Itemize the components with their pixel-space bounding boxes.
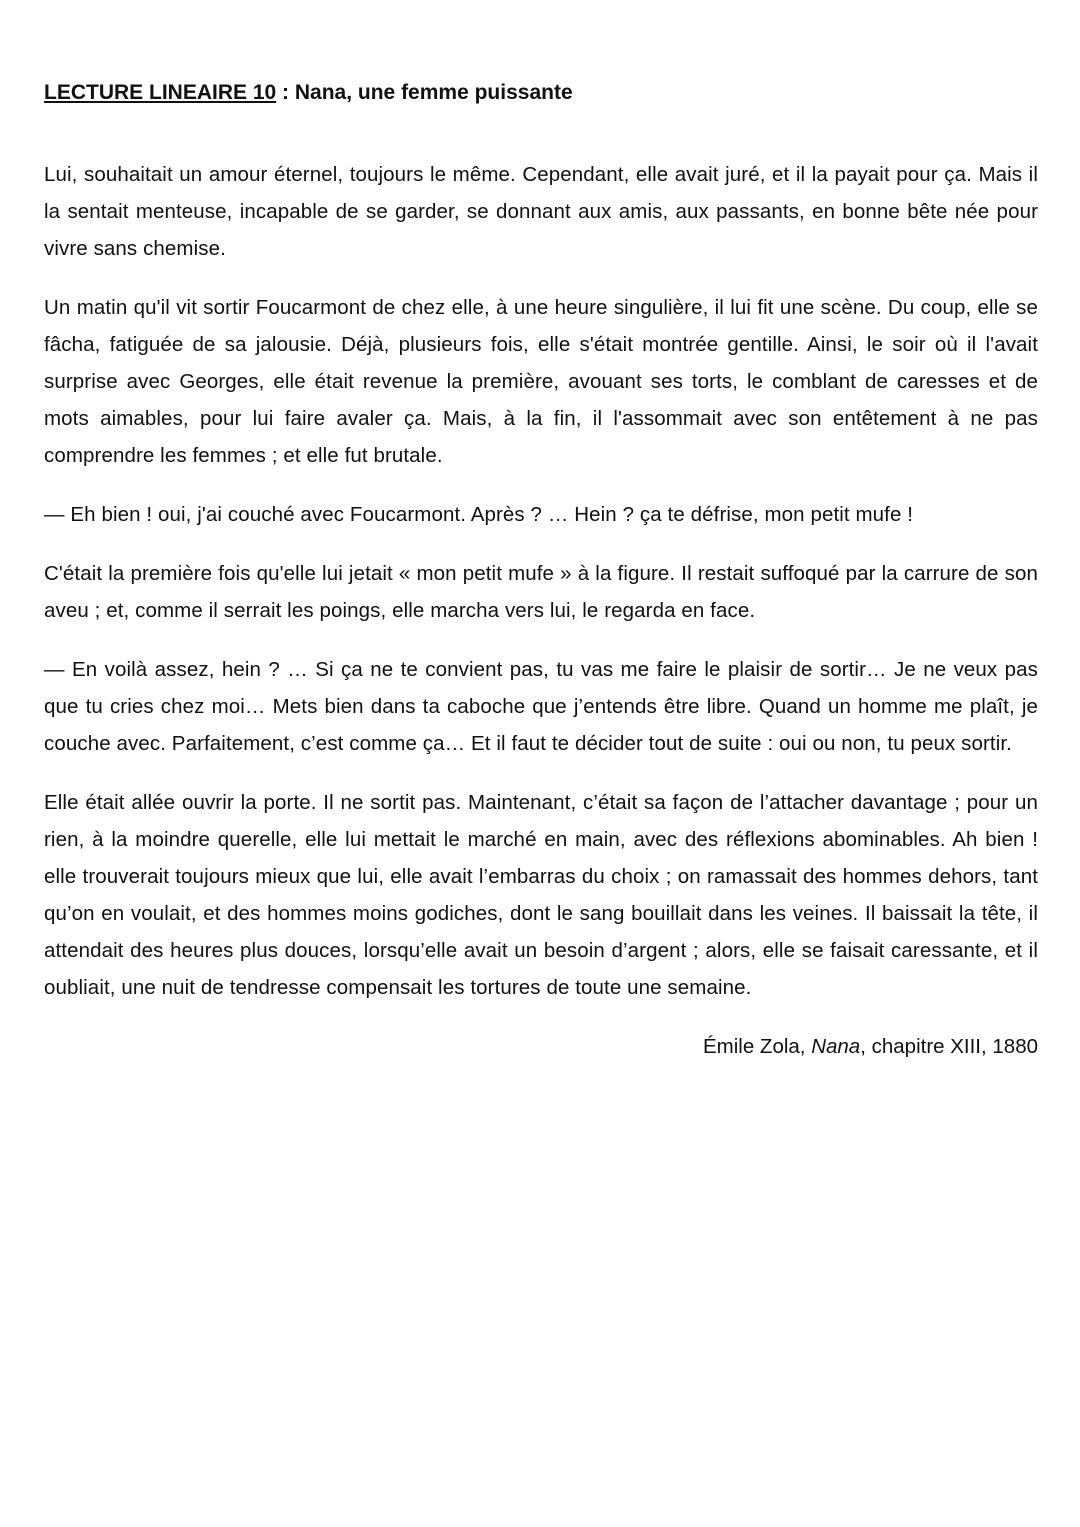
paragraph-6: Elle était allée ouvrir la porte. Il ne sortit pas. Maintenant, c’était sa façon de l’attacher davantage ; pour un rien, à la moindre querelle, elle lui mettait le marché en main, avec des réflexions abominables. Ah bien ! elle trouverait toujours mieux que lui, elle avait l’embarras du choix ; on ramassait des hommes dehors, tant qu’on en voulait, et des hommes moins godiches, dont le sang bouillait dans les veines. Il baissait la tête, il attendait des heures plus douces, lorsqu’elle avait un besoin d’argent ; alors, elle se faisait caressante, et il oubliait, une nuit de tendresse compensait les tortures de toute une semaine. [44,791,1038,999]
document-page [44,78,1038,1065]
title-separator: : [276,81,295,104]
paragraph-1: Lui, souhaitait un amour éternel, toujours le même. Cependant, elle avait juré, et il la payait pour ça. Mais il la sentait menteuse, incapable de se garder, se donnant aux amis, aux passants, en bonne bête née pour vivre sans chemise. [44,163,1038,260]
citation-work: Nana [811,1035,861,1058]
paragraph-5-dialogue: — En voilà assez, hein ? … Si ça ne te convient pas, tu vas me faire le plaisir de sortir… Je ne veux pas que tu cries chez moi… Mets bien dans ta caboche que j’entends être libre. Quand un homme me plaît, je couche avec. Parfaitement, c’est comme ça… Et il faut te décider tout de suite : oui ou non, tu peux sortir. [44,658,1038,755]
citation-details: , chapitre XIII, 1880 [860,1035,1038,1058]
title-subtitle: Nana, une femme puissante [294,81,573,104]
paragraph-4: C'était la première fois qu'elle lui jetait « mon petit mufe » à la figure. Il restait suffoqué par la carrure de son aveu ; et, comme il serrait les poings, elle marcha vers lui, le regarda en face. [44,562,1038,622]
source-citation [44,1028,1038,1065]
page-title [44,78,1038,108]
title-main: LECTURE LINEAIRE 10 [44,81,277,104]
paragraph-2: Un matin qu'il vit sortir Foucarmont de chez elle, à une heure singulière, il lui fit une scène. Du coup, elle se fâcha, fatiguée de sa jalousie. Déjà, plusieurs fois, elle s'était montrée gentille. Ainsi, le soir où il l'avait surprise avec Georges, elle était revenue la première, avouant ses torts, le comblant de caresses et de mots aimables, pour lui faire avaler ça. Mais, à la fin, il l'assommait avec son entêtement à ne pas comprendre les femmes ; et elle fut brutale. [44,296,1038,467]
citation-author: Émile Zola, [702,1035,812,1058]
paragraph-3-dialogue: — Eh bien ! oui, j'ai couché avec Foucarmont. Après ? … Hein ? ça te défrise, mon petit mufe ! [44,503,914,526]
